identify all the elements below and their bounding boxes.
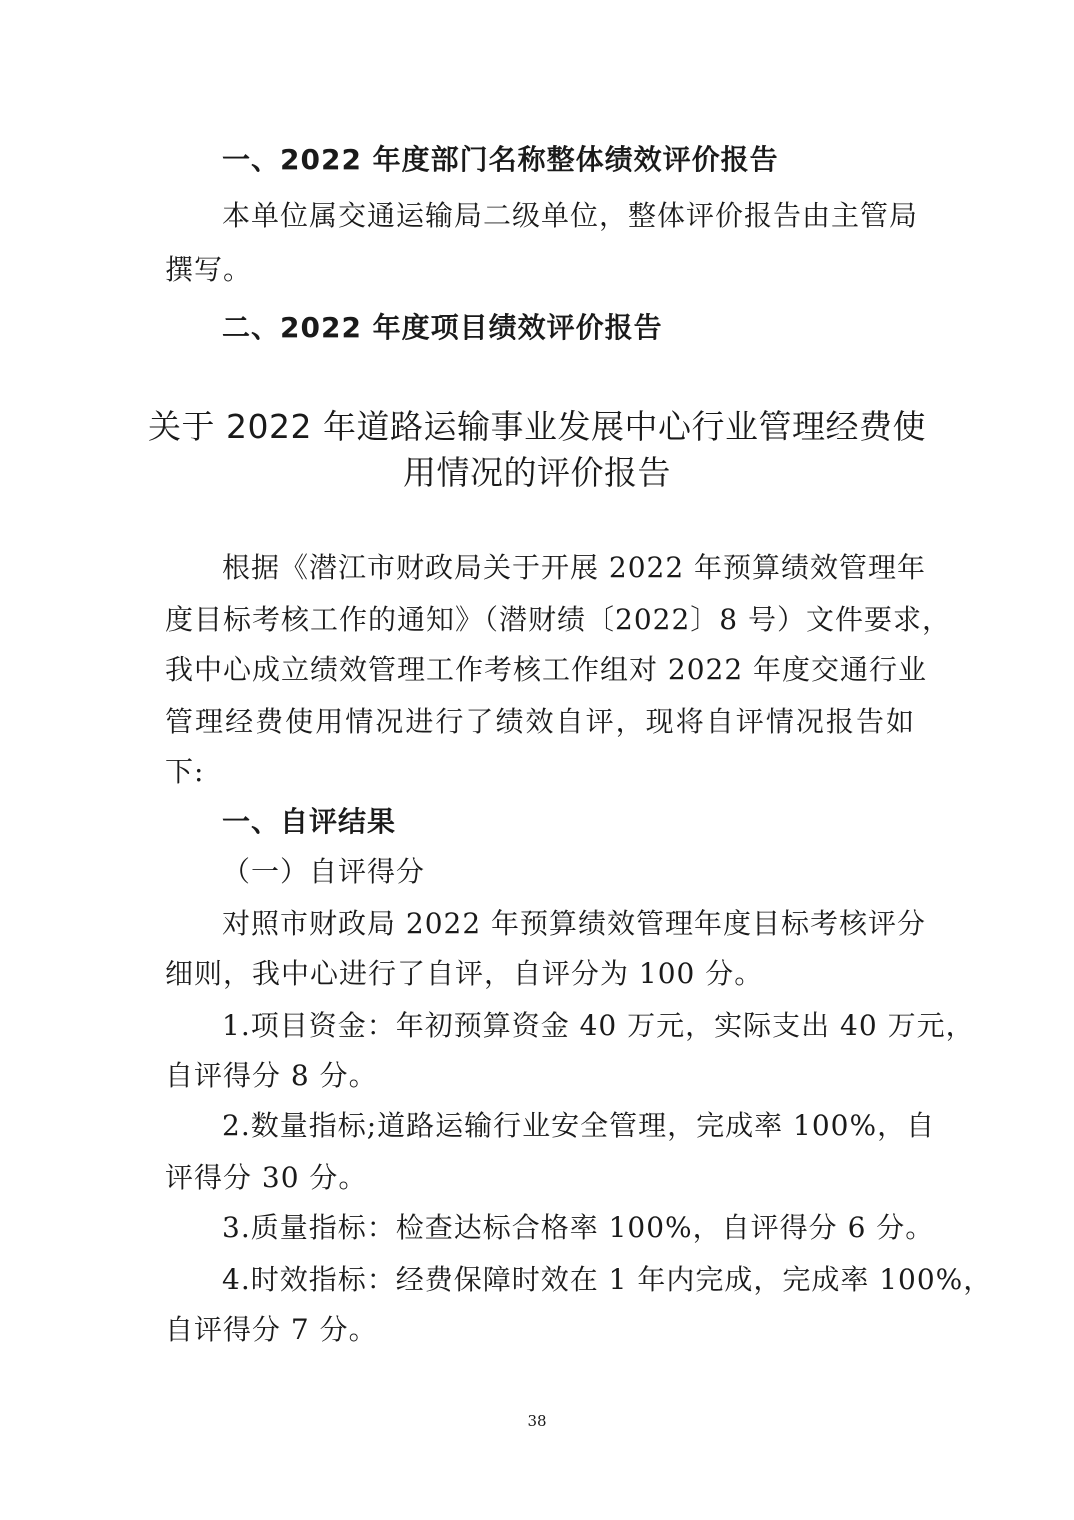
intro-line: 根据《潜江市财政局关于开展 2022 年预算绩效管理年	[222, 551, 927, 584]
report-title-line-2: 用情况的评价报告	[403, 453, 671, 492]
intro-line: 度目标考核工作的通知》（潜财绩〔2022〕8 号）文件要求，	[165, 603, 951, 636]
report-title-line-1: 关于 2022 年道路运输事业发展中心行业管理经费使	[148, 407, 926, 446]
subsection-self-evaluation-score: （一）自评得分	[222, 855, 426, 888]
intro-line: 下:	[165, 755, 205, 788]
paragraph-line: 本单位属交通运输局二级单位，整体评价报告由主管局	[222, 199, 919, 232]
item-project-funds: 1.项目资金：年初预算资金 40 万元，实际支出 40 万元，	[222, 1009, 975, 1042]
item-quality-indicator: 3.质量指标：检查达标合格率 100%，自评得分 6 分。	[222, 1211, 935, 1244]
item-project-funds-cont: 自评得分 8 分。	[165, 1059, 378, 1092]
intro-line: 我中心成立绩效管理工作考核工作组对 2022 年度交通行业	[165, 653, 928, 686]
item-quantity-indicator-cont: 评得分 30 分。	[165, 1161, 368, 1194]
heading-overall-evaluation: 一、2022 年度部门名称整体绩效评价报告	[222, 143, 779, 176]
paragraph-line: 撰写。	[165, 253, 253, 286]
score-paragraph-line: 细则，我中心进行了自评，自评分为 100 分。	[165, 957, 764, 990]
item-timeliness-indicator-cont: 自评得分 7 分。	[165, 1313, 378, 1346]
item-timeliness-indicator: 4.时效指标：经费保障时效在 1 年内完成，完成率 100%，	[222, 1263, 993, 1296]
intro-line: 管理经费使用情况进行了绩效自评，现将自评情况报告如	[165, 705, 915, 738]
section-self-evaluation-results: 一、自评结果	[222, 805, 397, 838]
page-number: 38	[527, 1412, 547, 1430]
item-quantity-indicator: 2.数量指标;道路运输行业安全管理，完成率 100%，自	[222, 1109, 936, 1142]
heading-project-evaluation: 二、2022 年度项目绩效评价报告	[222, 311, 663, 344]
score-paragraph-line: 对照市财政局 2022 年预算绩效管理年度目标考核评分	[222, 907, 927, 940]
